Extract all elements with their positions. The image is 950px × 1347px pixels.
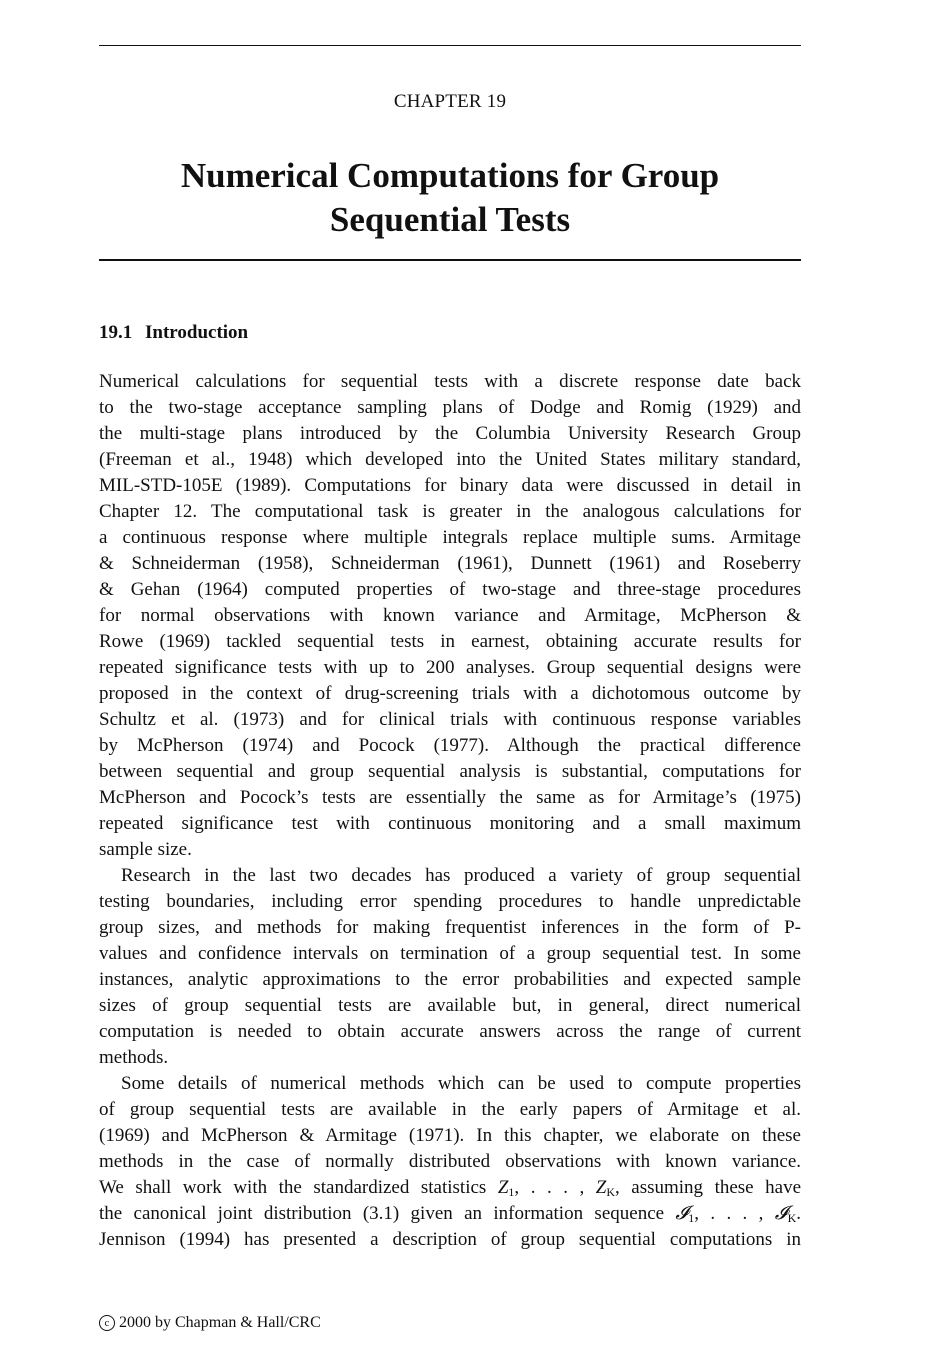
text-line: of group sequential tests are available in the early papers of Armitage et al.: [99, 1099, 801, 1120]
section-heading: [99, 322, 248, 344]
text-line: computation is needed to obtain accurate answers across the range of current: [99, 1021, 801, 1042]
chapter-title-line-1: Numerical Computations for Group: [180, 156, 720, 195]
section-title: Introduction: [145, 322, 249, 343]
math-variable: Z: [497, 1177, 509, 1198]
text-line: a continuous response where multiple integrals replace multiple sums. Armitage: [99, 527, 801, 548]
text-segment: , . . . ,: [514, 1177, 596, 1198]
chapter-title: [99, 154, 801, 242]
text-line: by McPherson (1974) and Pocock (1977). Although the practical difference: [99, 735, 801, 756]
paragraph-2: [99, 863, 801, 1071]
chapter-label: CHAPTER 19: [393, 91, 507, 112]
paragraph-1: [99, 369, 801, 863]
text-segment: , . . . ,: [694, 1203, 775, 1224]
text-line: instances, analytic approximations to the error probabilities and expected sample: [99, 969, 801, 990]
text-line: Numerical calculations for sequential tests with a discrete response date back: [99, 371, 801, 392]
text-line: Chapter 12. The computational task is greater in the analogous calculations for: [99, 501, 801, 522]
math-variable: Z: [595, 1177, 607, 1198]
paragraph-3: [99, 1071, 801, 1253]
math-subscript: 1: [688, 1211, 695, 1225]
text-line-with-math: [99, 1201, 801, 1227]
top-rule: [99, 45, 801, 46]
text-line: testing boundaries, including error spending procedures to handle unpredictable: [99, 891, 801, 912]
math-subscript: 1: [508, 1185, 515, 1199]
text-line: & Schneiderman (1958), Schneiderman (1961), Dunnett (1961) and Roseberry: [99, 553, 801, 574]
text-line: repeated significance tests with up to 200 analyses. Group sequential designs were: [99, 657, 801, 678]
text-line: Rowe (1969) tackled sequential tests in earnest, obtaining accurate results for: [99, 631, 801, 652]
text-line: methods in the case of normally distributed observations with known variance.: [99, 1151, 801, 1172]
text-line: the multi-stage plans introduced by the Columbia University Research Group: [99, 423, 801, 444]
text-segment: .: [796, 1203, 801, 1224]
text-line: Schultz et al. (1973) and for clinical trials with continuous response variables: [99, 709, 801, 730]
copyright-footer: [99, 1314, 321, 1332]
text-line: to the two-stage acceptance sampling plans of Dodge and Romig (1929) and: [99, 397, 801, 418]
chapter-title-line-2: Sequential Tests: [329, 200, 571, 239]
math-variable: 𝓘: [774, 1203, 788, 1224]
text-line: (1969) and McPherson & Armitage (1971). In this chapter, we elaborate on these: [99, 1125, 801, 1146]
copyright-icon: c: [99, 1315, 115, 1331]
text-line: Some details of numerical methods which can be used to compute properties: [121, 1073, 801, 1094]
text-segment: , assuming these have: [615, 1177, 801, 1198]
text-line: Jennison (1994) has presented a description of group sequential computations in: [99, 1229, 801, 1250]
section-number: 19.1: [99, 322, 133, 343]
text-line: proposed in the context of drug-screening trials with a dichotomous outcome by: [99, 683, 801, 704]
text-line: & Gehan (1964) computed properties of two-stage and three-stage procedures: [99, 579, 801, 600]
copyright-text: 2000 by Chapman & Hall/CRC: [119, 1314, 321, 1331]
text-line: (Freeman et al., 1948) which developed into the United States military standard,: [99, 449, 801, 470]
text-line-with-math: [99, 1175, 801, 1201]
body-text: [99, 369, 801, 1253]
text-line: McPherson and Pocock’s tests are essentially the same as for Armitage’s (1975): [99, 787, 801, 808]
text-line: sizes of group sequential tests are available but, in general, direct numerical: [99, 995, 801, 1016]
text-line: sample size.: [99, 839, 192, 860]
text-line: MIL-STD-105E (1989). Computations for binary data were discussed in detail in: [99, 475, 801, 496]
text-line: Research in the last two decades has produced a variety of group sequential: [121, 865, 801, 886]
text-line: for normal observations with known variance and Armitage, McPherson &: [99, 605, 801, 626]
text-line: values and confidence intervals on termination of a group sequential test. In some: [99, 943, 801, 964]
text-segment: the canonical joint distribution (3.1) given an information sequence: [99, 1203, 676, 1224]
math-subscript: K: [606, 1185, 616, 1199]
text-line: repeated significance test with continuous monitoring and a small maximum: [99, 813, 801, 834]
text-line: methods.: [99, 1047, 169, 1068]
title-bottom-rule: [99, 259, 801, 261]
text-segment: We shall work with the standardized statistics: [99, 1177, 498, 1198]
math-variable: 𝓘: [675, 1203, 689, 1224]
text-line: between sequential and group sequential analysis is substantial, computations for: [99, 761, 801, 782]
text-line: group sizes, and methods for making frequentist inferences in the form of P-: [99, 917, 801, 938]
math-subscript: K: [787, 1211, 797, 1225]
